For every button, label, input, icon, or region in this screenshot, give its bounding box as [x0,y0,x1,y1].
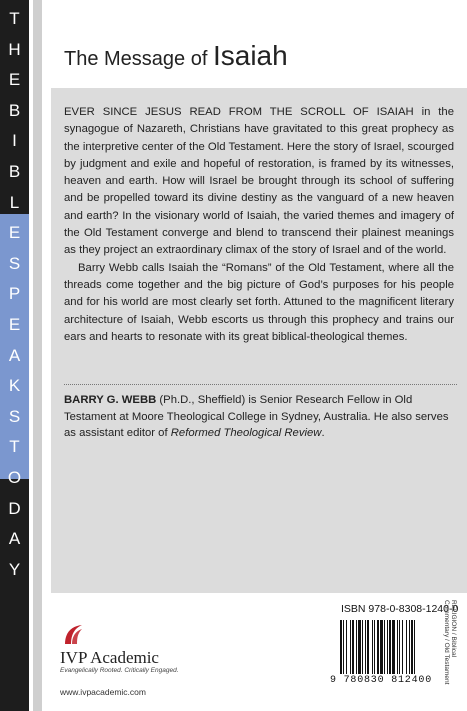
title-prefix: The Message of [64,48,208,70]
category-label: RELIGION / Biblical Commentary / Old Testament [443,600,457,685]
publisher-website: www.ivpacademic.com [60,687,146,697]
series-letter: D [8,498,21,518]
series-letter: B [8,100,21,120]
series-letter: B [8,161,21,181]
series-letter: A [8,529,21,549]
barcode-number: 9 780830 812400 [330,675,433,686]
author-name: BARRY G. WEBB [64,394,157,406]
series-letter: Y [8,559,21,579]
series-letter: T [9,9,20,28]
book-description [64,104,454,346]
book-title [64,40,288,72]
series-letter: O [7,467,22,487]
series-letter: T [9,437,20,457]
gray-stripe [33,0,42,711]
publisher-tagline: Evangelically Rooted. Critically Engaged. [60,667,179,674]
ivp-logo-icon [62,622,84,646]
series-letter: H [8,39,21,59]
barcode-image [338,620,442,676]
series-letter: E [8,314,21,334]
author-bio [64,392,457,442]
dotted-divider [64,384,457,385]
series-letter: A [8,345,21,365]
series-spine [0,0,29,711]
series-letter: S [8,253,21,273]
journal-name: Reformed Theological Review [170,427,322,439]
title-main: Isaiah [212,40,288,71]
isbn-label: ISBN 978-0-8308-1240-0 [341,603,459,615]
author-bio-text: (Ph.D., Sheffield) is Senior Research Fellow in Old Testament at Moore Theological College in Sydney, Australia. He also serves as assistant editor of [64,394,449,439]
series-name-vertical [0,10,29,591]
author-bio-end: . [321,427,325,439]
series-letter: E [8,223,21,243]
series-letter: E [8,70,21,90]
series-letter: L [9,192,20,212]
series-letter: P [8,284,21,304]
series-letter: S [8,406,21,426]
series-letter: K [8,376,21,396]
series-letter: I [12,131,17,151]
description-paragraph-1: EVER SINCE JESUS READ FROM THE SCROLL OF ISAIAH in the synagogue of Nazareth, Christians have gravitated to this great prophecy as the interpretive center of the Old Testament. Here the story of Israel, scourged by judgment and exile and hopeful of restoration, is framed by its witnesses, heaven and earth. How will Israel be brought through its school of suffering and be propelled toward its divine destiny as the vanguard of a new heaven and earth? In the visionary world of Isaiah, the varied themes and imagery of the Old Testament converge and blend to transcend their plainest meanings as they project an extraordinary climax of the story of Israel and of the world. [64,106,454,257]
publisher-name: IVP Academic [60,648,159,667]
description-paragraph-2: Barry Webb calls Isaiah the “Romans” of the Old Testament, where all the threads come together and the big picture of God’s purposes for his people and for his world are most clearly set forth. Attuned to the magnificent literary architecture of Isaiah, Webb escorts us through this prophecy and trains our ears and hearts to resonate with its great biblical-theological themes. [64,261,454,343]
